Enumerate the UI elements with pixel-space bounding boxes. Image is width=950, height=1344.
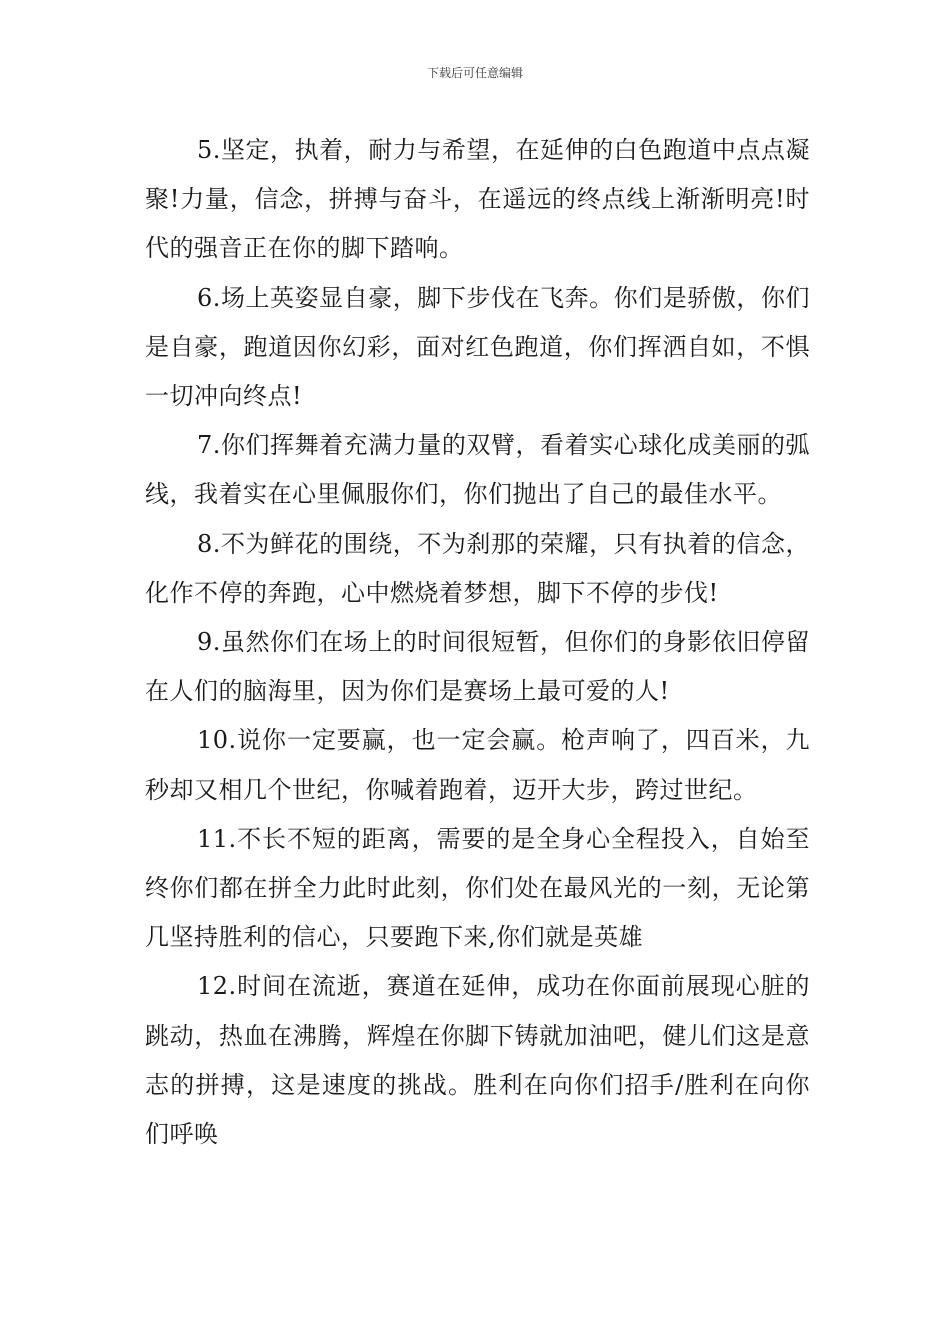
paragraph-11: 11.不长不短的距离，需要的是全身心全程投入，自始至终你们都在拼全力此时此刻，你们处在最风光的一刻，无论第几坚持胜利的信心，只要跑下来,你们就是英雄 — [145, 824, 810, 952]
paragraph-8: 8.不为鲜花的围绕，不为刹那的荣耀，只有执着的信念，化作不停的奔跑，心中燃烧着梦想，脚下不停的步伐! — [145, 529, 810, 607]
paragraph-6: 6.场上英姿显自豪，脚下步伐在飞奔。你们是骄傲，你们是自豪，跑道因你幻彩，面对红色跑道，你们挥洒自如，不惧一切冲向终点! — [145, 283, 810, 411]
paragraph-9: 9.虽然你们在场上的时间很短暂，但你们的身影依旧停留在人们的脑海里，因为你们是赛场上最可爱的人! — [145, 628, 810, 706]
paragraph-12: 12.时间在流逝，赛道在延伸，成功在你面前展现心脏的跳动，热血在沸腾，辉煌在你脚下铸就加油吧，健儿们这是意志的拼搏，这是速度的挑战。胜利在向你们招手/胜利在向你们呼唤 — [145, 972, 810, 1149]
document-body — [145, 126, 810, 1159]
paragraph-5: 5.坚定，执着，耐力与希望，在延伸的白色跑道中点点凝聚!力量，信念，拼搏与奋斗，在遥远的终点线上渐渐明亮!时代的强音正在你的脚下踏响。 — [145, 136, 810, 263]
paragraph-7: 7.你们挥舞着充满力量的双臂，看着实心球化成美丽的弧线，我着实在心里佩服你们，你们抛出了自己的最佳水平。 — [145, 431, 810, 509]
paragraph-10: 10.说你一定要赢，也一定会赢。枪声响了，四百米，九秒却又相几个世纪，你喊着跑着，迈开大步，跨过世纪。 — [145, 726, 810, 804]
page-header: 下载后可任意编辑 — [426, 66, 523, 80]
